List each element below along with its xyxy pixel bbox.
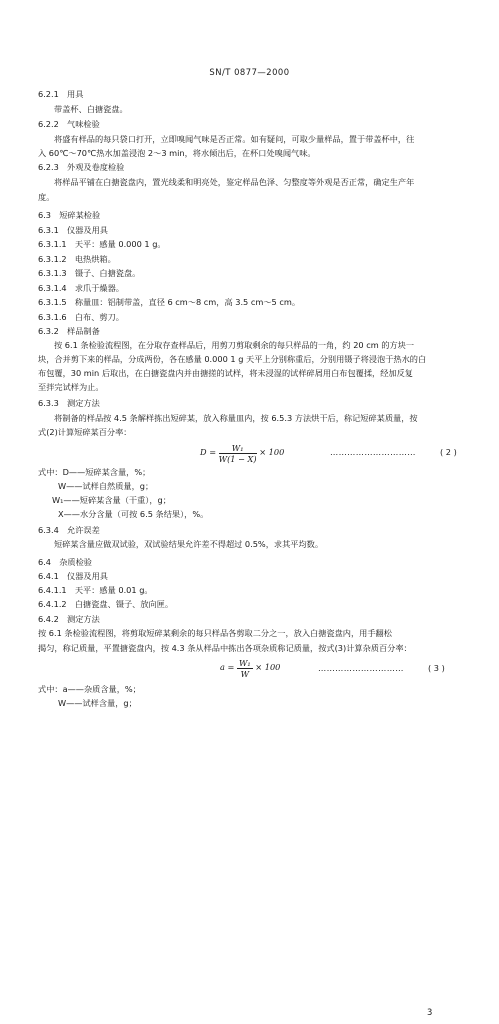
eq2-lhs: D (200, 447, 207, 457)
variable-definition: 式中：D——短碎某含量，%； (38, 467, 151, 477)
section-6-3: 6.3 短碎某检验 (38, 210, 101, 220)
section-6-3-2: 6.3.2 样品制备 (38, 326, 100, 336)
item-6-4-1-1: 6.4.1.1 天平：感量 0.01 g。 (38, 585, 153, 595)
paragraph: 带盖杯、白搪瓷盘。 (54, 104, 128, 114)
eq2-equals: = (209, 447, 217, 457)
eq3-denominator: W (240, 668, 250, 679)
equation-3 (220, 656, 280, 679)
equation-number: ( 3 ) (428, 663, 445, 673)
eq2-numerator: W₁ (219, 443, 257, 454)
eq2-denominator: W(1 − X) (218, 453, 257, 464)
equation-2 (200, 441, 284, 464)
variable-definition: 式中：a——杂质含量，%； (38, 684, 141, 694)
equation-leader: ………………………… (330, 447, 416, 457)
item-6-3-1-6: 6.3.1.6 白布、剪刀。 (38, 312, 124, 322)
eq2-fraction (219, 443, 257, 464)
variable-definition: W₁——短碎某含量（干重），g； (52, 495, 171, 505)
section-6-2-3: 6.2.3 外观及卷度检验 (38, 162, 125, 172)
section-6-2-2: 6.2.2 气味检验 (38, 119, 100, 129)
standard-header: SN/T 0877—2000 (209, 67, 290, 77)
paragraph: 块，合并剪下来的样品，分成两份，各在感量 0.000 1 g 天平上分别称重后，分别用镊子将浸泡于热水的白 (38, 354, 427, 364)
paragraph: 将样品平铺在白搪瓷盘内，置光线柔和明亮处，鉴定样品色泽、匀整度等外观是否正常，确定生产年 (54, 177, 415, 187)
eq3-numerator: W₁ (238, 657, 251, 668)
paragraph: 式(2)计算短碎某百分率： (38, 427, 132, 437)
section-6-4: 6.4 杂质检验 (38, 557, 92, 567)
equation-number: ( 2 ) (440, 447, 457, 457)
item-6-3-1-1: 6.3.1.1 天平：感量 0.000 1 g。 (38, 239, 166, 249)
paragraph: 短碎某含量应做双试验，双试验结果允许差不得超过 0.5%，求其平均数。 (54, 539, 324, 549)
section-6-3-4: 6.3.4 允许误差 (38, 525, 100, 535)
eq3-fraction (237, 658, 253, 679)
paragraph: 度。 (38, 192, 55, 202)
section-6-4-2: 6.4.2 测定方法 (38, 614, 100, 624)
eq2-times: × 100 (259, 447, 285, 457)
paragraph: 至拌完试样为止。 (38, 382, 104, 392)
page-number: 3 (427, 1007, 433, 1017)
section-6-3-1: 6.3.1 仪器及用具 (38, 225, 108, 235)
section-6-2-1: 6.2.1 用具 (38, 89, 84, 99)
item-6-3-1-4: 6.3.1.4 求爪于燥器。 (38, 283, 124, 293)
section-6-3-3: 6.3.3 测定方法 (38, 398, 100, 408)
section-6-4-1: 6.4.1 仪器及用具 (38, 571, 108, 581)
paragraph: 按 6.1 条检验流程图，在分取存查样品后，用剪刀剪取剩余的每只样品的一角，约 20 cm 的方块一 (54, 340, 415, 350)
paragraph: 布包覆，30 min 后取出，在白搪瓷盘内并由搪搓的试样，将未浸湿的试样碎屑用白布包覆揉，经加反复 (38, 368, 413, 378)
paragraph: 入 60℃～70℃热水加盖浸泡 2～3 min，将水倾出后，在杯口处嗅闻气味。 (38, 148, 316, 158)
equation-leader: ………………………… (318, 663, 404, 673)
paragraph: 将盛有样品的每只袋口打开，立即嗅闻气味是否正常。如有疑问，可取少量样品，置于带盖杯中，往 (54, 134, 415, 144)
paragraph: 将制备的样品按 4.5 条解样拣出短碎某，放入称量皿内，按 6.5.3 方法烘干后，称记短碎某质量，按 (54, 413, 418, 423)
item-6-3-1-2: 6.3.1.2 电热烘箱。 (38, 254, 116, 264)
variable-definition: W——试样含量，g； (58, 698, 137, 708)
variable-definition: X——水分含量（可按 6.5 条结果），%。 (58, 509, 209, 519)
eq3-lhs: a (220, 662, 225, 672)
item-6-3-1-3: 6.3.1.3 镊子、白搪瓷盘。 (38, 268, 141, 278)
variable-definition: W——试样自然质量，g； (58, 481, 154, 491)
item-6-4-1-2: 6.4.1.2 白搪瓷盘、镊子、放向匣。 (38, 599, 174, 609)
eq3-equals: = (227, 662, 235, 672)
paragraph: 按 6.1 条检验流程图，将剪取短碎某剩余的每只样品各剪取二分之一，放入白搪瓷盘内，用手翻松 (38, 628, 392, 638)
eq3-times: × 100 (255, 662, 281, 672)
item-6-3-1-5: 6.3.1.5 称量皿：铝制带盖，直径 6 cm～8 cm，高 3.5 cm～5 cm。 (38, 297, 301, 307)
paragraph: 揭匀，称记质量，平置搪瓷盘内，按 4.3 条从样品中拣出各项杂质称记质量，按式(3)计算杂质百分率： (38, 643, 412, 653)
